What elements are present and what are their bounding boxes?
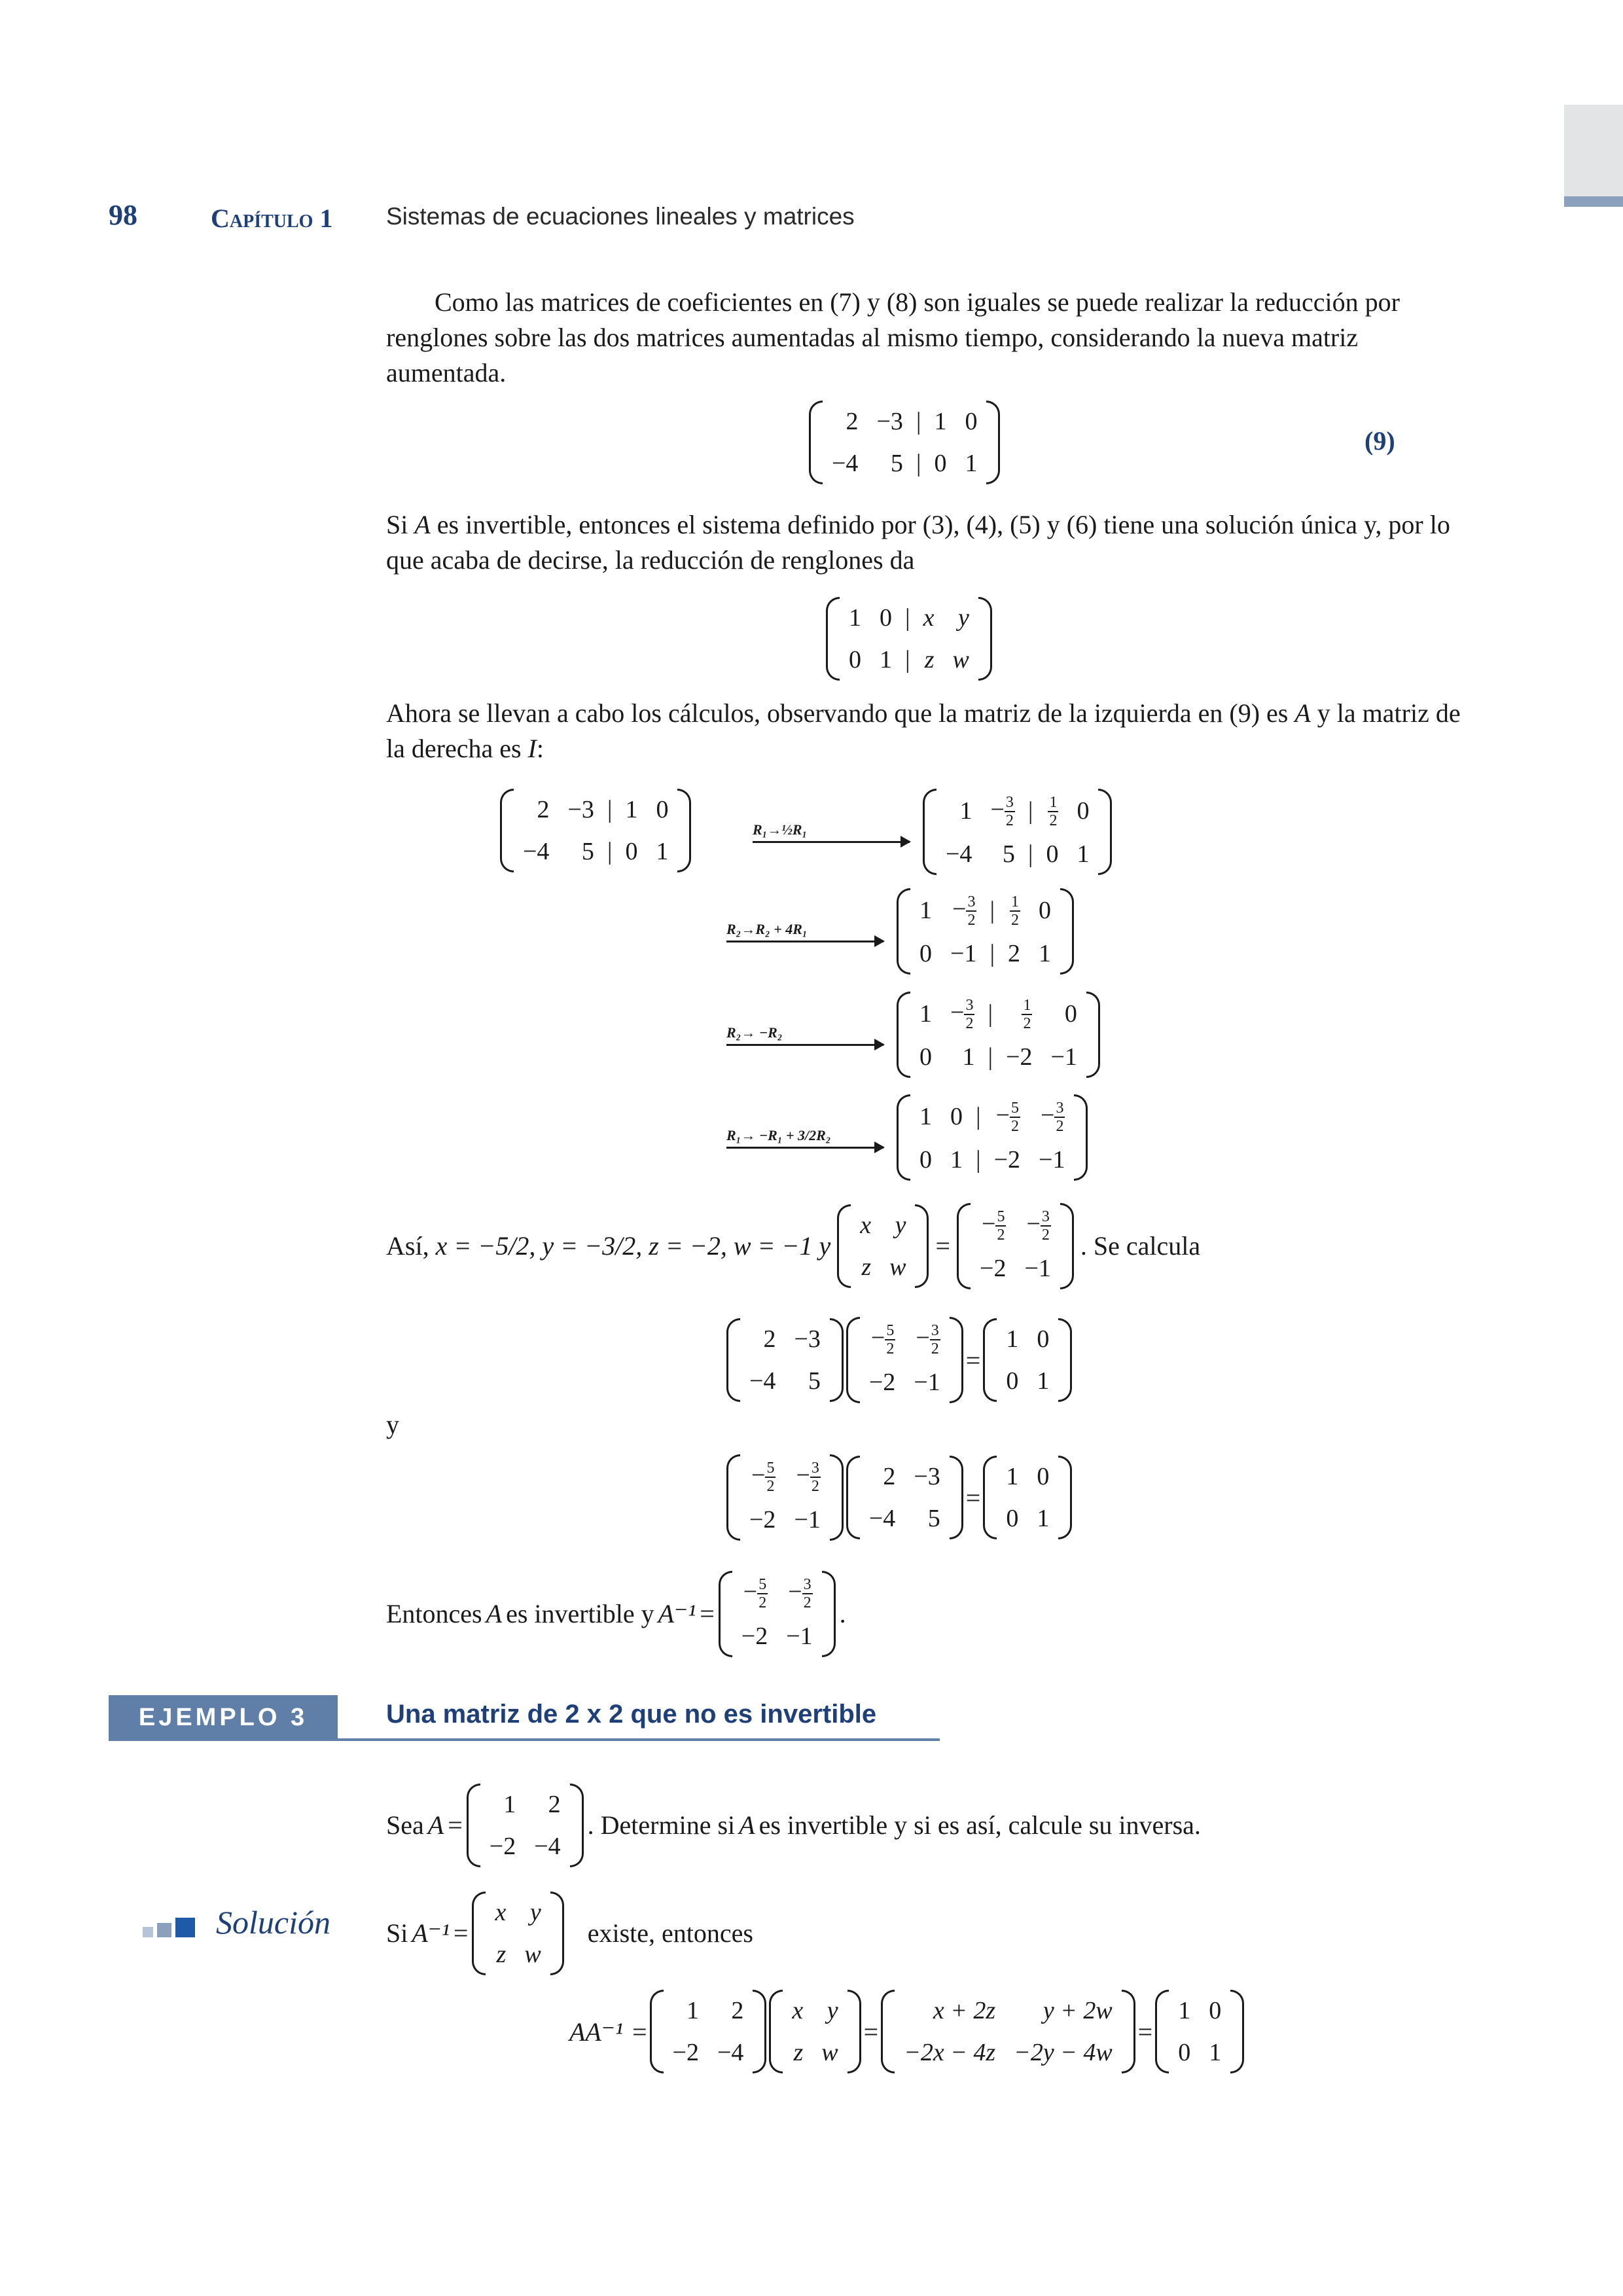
matrix-cell: −2x − 4z bbox=[904, 2039, 996, 2066]
reduction-step-1 bbox=[753, 789, 1112, 875]
matrix-cell: − $\frac{3}{2}$ bbox=[916, 1322, 939, 1358]
matrix-cell: 1 bbox=[965, 450, 978, 477]
matrix-cell: y bbox=[827, 1997, 838, 2024]
matrix-cell: −4 bbox=[717, 2039, 744, 2066]
matrix-cell: −2 bbox=[489, 1833, 516, 1860]
corner-tab bbox=[1564, 105, 1623, 196]
intro-paragraph: Como las matrices de coeficientes en (7) y (8) son iguales se puede realizar la reducción por renglones sobre las dos matrices aumentadas al mismo tiempo, considerando la nueva matriz aumentada. bbox=[386, 287, 1400, 387]
solution-xyzw-matrix bbox=[472, 1892, 563, 1975]
matrix-cell: 1 bbox=[880, 646, 892, 673]
matrix-cell: w bbox=[524, 1941, 541, 1968]
matrix-cell: −1 bbox=[1050, 1043, 1077, 1071]
reduction-step-2 bbox=[726, 888, 1074, 975]
matrix-cell: y bbox=[529, 1899, 541, 1926]
matrix-cell: x bbox=[495, 1899, 507, 1926]
matrix-cell: −3 bbox=[876, 408, 903, 435]
matrix-cell: 0 bbox=[1006, 1505, 1019, 1533]
matrix-cell: $\frac{1}{2}$ bbox=[1049, 794, 1058, 830]
matrix-cell: x bbox=[792, 1997, 804, 2024]
target-matrix bbox=[826, 597, 992, 681]
matrix-cell: 2 bbox=[763, 1325, 776, 1354]
matrix-cell: −2y − 4w bbox=[1014, 2039, 1113, 2066]
matrix-cell: 1 bbox=[625, 796, 638, 823]
matrix-cell: 0 bbox=[919, 940, 932, 968]
corner-bar bbox=[1564, 196, 1623, 207]
matrix-cell: w bbox=[952, 646, 969, 673]
matrix-cell: z bbox=[793, 2039, 804, 2066]
matrix-cell: 1 bbox=[1077, 840, 1090, 869]
matrix-cell: − $\frac{3}{2}$ bbox=[990, 794, 1014, 830]
matrix-cell: 2 bbox=[846, 408, 859, 435]
row-op-arrow-3: R₂→ −R₂ bbox=[726, 1024, 883, 1046]
matrix-cell: 1 bbox=[919, 897, 932, 925]
matrix-cell: $\frac{1}{2}$ bbox=[1023, 997, 1031, 1033]
solution-icon bbox=[143, 1918, 195, 1937]
matrix-cell: $\frac{1}{2}$ bbox=[1011, 893, 1020, 929]
matrix-cell: 0 bbox=[919, 1043, 932, 1071]
matrix-cell: − $\frac{5}{2}$ bbox=[982, 1208, 1005, 1244]
matrix-cell: 5 bbox=[808, 1367, 821, 1395]
matrix-cell: z bbox=[496, 1941, 507, 1968]
matrix-cell: z bbox=[861, 1253, 872, 1282]
matrix-cell: | bbox=[988, 1043, 993, 1071]
solution-product-matrix bbox=[881, 1990, 1135, 2073]
matrix-cell: | bbox=[988, 1000, 993, 1028]
conclusion-matrix bbox=[719, 1571, 836, 1657]
matrix-cell: 1 bbox=[934, 408, 947, 435]
matrix-cell: 5 bbox=[927, 1505, 940, 1533]
matrix-cell: 1 bbox=[959, 797, 972, 825]
matrix-cell: − $\frac{5}{2}$ bbox=[751, 1460, 775, 1496]
matrix-cell: −1 bbox=[794, 1506, 821, 1534]
chapter-label: Capítulo 1 bbox=[211, 204, 333, 233]
matrix-cell: −1 bbox=[1024, 1255, 1051, 1283]
check-Ainv-2 bbox=[726, 1454, 844, 1541]
check-I-1 bbox=[983, 1318, 1072, 1402]
matrix-cell: x bbox=[923, 604, 935, 632]
matrix-cell: 1 bbox=[686, 1997, 699, 2024]
matrix-cell: −1 bbox=[914, 1369, 940, 1397]
matrix-cell: 0 bbox=[1037, 1325, 1050, 1354]
matrix-cell: 2 bbox=[1008, 940, 1021, 968]
example-underline bbox=[109, 1738, 940, 1741]
matrix-cell: w bbox=[889, 1253, 906, 1282]
check-product-1 bbox=[726, 1317, 1072, 1403]
matrix-cell: 1 bbox=[656, 838, 669, 865]
conclusion-line: Entonces A es invertible y A⁻¹ = − $\frac{5}{2}$ − $\frac{3}{2}$ −2 −1 . bbox=[386, 1571, 846, 1657]
solution-statement: Si A⁻¹ = x y z w existe, entonces bbox=[386, 1892, 753, 1975]
matrix-cell: | bbox=[916, 408, 921, 435]
matrix-cell: y + 2w bbox=[1043, 1997, 1113, 2024]
matrix-cell: 0 bbox=[1006, 1367, 1019, 1395]
step-1-matrix bbox=[923, 789, 1112, 875]
matrix-cell: | bbox=[1027, 797, 1033, 825]
matrix-cell: −1 bbox=[786, 1623, 813, 1651]
matrix-cell: x bbox=[860, 1211, 872, 1240]
matrix-cell: | bbox=[990, 897, 995, 925]
matrix-cell: 0 bbox=[656, 796, 669, 823]
result-suffix: . Se calcula bbox=[1080, 1231, 1201, 1261]
matrix-cell: −3 bbox=[794, 1325, 821, 1354]
matrix-cell: 0 bbox=[1209, 1997, 1222, 2024]
check-I-2 bbox=[983, 1456, 1072, 1539]
calc-paragraph: Ahora se llevan a cabo los cálculos, observando que la matriz de la izquierda en (9) es A y la matriz de la derecha es I: bbox=[386, 698, 1461, 763]
matrix-cell: 1 bbox=[919, 1000, 932, 1028]
matrix-cell: 2 bbox=[883, 1463, 896, 1491]
equals-sign: = bbox=[935, 1231, 951, 1261]
matrix-cell: 0 bbox=[1037, 1463, 1050, 1491]
matrix-cell: 0 bbox=[880, 604, 892, 632]
matrix-cell: − $\frac{3}{2}$ bbox=[1041, 1100, 1064, 1136]
matrix-cell: 5 bbox=[1002, 840, 1015, 869]
matrix-cell: −1 bbox=[1039, 1146, 1065, 1174]
matrix-cell: 2 bbox=[731, 1997, 744, 2024]
matrix-cell: − $\frac{3}{2}$ bbox=[788, 1576, 812, 1612]
step-2-matrix bbox=[897, 888, 1074, 975]
matrix-cell: 1 bbox=[1037, 1505, 1050, 1533]
matrix-cell: | bbox=[607, 796, 613, 823]
matrix-cell: − $\frac{5}{2}$ bbox=[870, 1322, 895, 1358]
matrix-cell: − $\frac{3}{2}$ bbox=[950, 997, 974, 1033]
matrix-cell: 1 bbox=[962, 1043, 975, 1071]
matrix-cell: 2 bbox=[548, 1791, 561, 1818]
step-3-matrix bbox=[897, 992, 1100, 1078]
matrix-cell: 0 bbox=[919, 1146, 932, 1174]
check-A-2 bbox=[846, 1456, 963, 1539]
y-connector: y bbox=[386, 1410, 399, 1439]
matrix-cell: 2 bbox=[537, 796, 550, 823]
matrix-9 bbox=[809, 401, 1000, 484]
matrix-cell: −4 bbox=[946, 840, 972, 869]
matrix-cell: 5 bbox=[890, 450, 903, 477]
matrix-cell: −2 bbox=[741, 1623, 768, 1651]
matrix-cell: | bbox=[976, 1103, 981, 1131]
result-values: x = −5/2, y = −3/2, z = −2, w = −1 y bbox=[435, 1231, 831, 1261]
matrix-cell: 0 bbox=[965, 408, 978, 435]
matrix-cell: − $\frac{3}{2}$ bbox=[1026, 1208, 1050, 1244]
solution-label: Solución bbox=[216, 1904, 330, 1941]
example-label: EJEMPLO 3 bbox=[109, 1695, 338, 1740]
matrix-cell: y bbox=[895, 1211, 906, 1240]
matrix-cell: | bbox=[607, 838, 613, 865]
matrix-cell: 0 bbox=[1039, 897, 1052, 925]
matrix-cell: −2 bbox=[749, 1506, 776, 1534]
result-prefix: Así, bbox=[386, 1231, 429, 1261]
row-op-arrow-2: R₂→R₂ + 4R₁ bbox=[726, 921, 883, 942]
reduction-step-3 bbox=[726, 992, 1100, 1078]
matrix-cell: 1 bbox=[1037, 1367, 1050, 1395]
matrix-cell: − $\frac{3}{2}$ bbox=[796, 1460, 819, 1496]
matrix-cell: 1 bbox=[950, 1146, 963, 1174]
example-statement: Sea A = 1 2 −2 −4 . Determine si A es invertible y si es así, calcule su inversa. bbox=[386, 1784, 1201, 1867]
matrix-cell: 1 bbox=[503, 1791, 516, 1818]
example-title: Una matriz de 2 x 2 que no es invertible bbox=[386, 1700, 877, 1729]
invertible-paragraph: Si A es invertible, entonces el sistema definido por (3), (4), (5) y (6) tiene una solución única y, por lo que acaba de decirse, la reducción de renglones da bbox=[386, 510, 1450, 575]
inverse-matrix bbox=[957, 1203, 1074, 1289]
matrix-cell: −2 bbox=[993, 1146, 1021, 1174]
matrix-cell: 1 bbox=[1006, 1463, 1019, 1491]
check-equals-1: = bbox=[965, 1345, 981, 1375]
equation-number: (9) bbox=[1364, 426, 1395, 456]
matrix-cell: −4 bbox=[749, 1367, 776, 1395]
example-A-matrix bbox=[467, 1784, 584, 1867]
matrix-cell: 0 bbox=[934, 450, 947, 477]
matrix-cell: −2 bbox=[672, 2039, 699, 2066]
start-matrix bbox=[500, 789, 691, 872]
row-op-arrow-4: R₁→ −R₁ + 3/2R₂ bbox=[726, 1127, 883, 1149]
check-equals-2: = bbox=[965, 1482, 981, 1513]
solution-A-matrix bbox=[650, 1990, 767, 2073]
matrix-cell: 0 bbox=[1046, 840, 1059, 869]
matrix-cell: −2 bbox=[868, 1369, 896, 1397]
matrix-cell: −4 bbox=[534, 1833, 561, 1860]
matrix-cell: 1 bbox=[1209, 2039, 1222, 2066]
check-Ainv-1 bbox=[846, 1317, 963, 1403]
matrix-cell: | bbox=[1027, 840, 1033, 869]
matrix-cell: −4 bbox=[832, 450, 859, 477]
running-title: Sistemas de ecuaciones lineales y matrices bbox=[386, 203, 855, 230]
matrix-cell: − $\frac{5}{2}$ bbox=[743, 1576, 767, 1612]
matrix-cell: 0 bbox=[950, 1103, 963, 1131]
matrix-cell: y bbox=[957, 604, 969, 632]
check-A-1 bbox=[726, 1318, 844, 1402]
result-line bbox=[386, 1203, 1200, 1289]
step-4-matrix bbox=[897, 1094, 1088, 1181]
matrix-cell: | bbox=[905, 646, 910, 673]
matrix-cell: 0 bbox=[625, 838, 638, 865]
matrix-cell: | bbox=[905, 604, 910, 632]
matrix-cell: 0 bbox=[1178, 2039, 1191, 2066]
matrix-cell: −2 bbox=[1006, 1043, 1033, 1071]
solution-I-matrix bbox=[1155, 1990, 1244, 2073]
matrix-cell: − $\frac{3}{2}$ bbox=[952, 893, 976, 929]
matrix-cell: 1 bbox=[919, 1103, 932, 1131]
AAinv-label: AA⁻¹ bbox=[569, 2017, 623, 2047]
matrix-cell: 1 bbox=[849, 604, 861, 632]
matrix-cell: 1 bbox=[1039, 940, 1052, 968]
matrix-cell: 1 bbox=[1178, 1997, 1191, 2024]
matrix-cell: 1 bbox=[1006, 1325, 1019, 1354]
matrix-cell: −3 bbox=[567, 796, 594, 823]
matrix-cell: 5 bbox=[581, 838, 594, 865]
matrix-cell: 0 bbox=[849, 646, 861, 673]
matrix-cell: | bbox=[916, 450, 921, 477]
matrix-cell: 0 bbox=[1064, 1000, 1077, 1028]
matrix-cell: − $\frac{5}{2}$ bbox=[995, 1100, 1020, 1136]
matrix-cell: −3 bbox=[914, 1463, 940, 1491]
matrix-cell: | bbox=[976, 1146, 981, 1174]
matrix-cell: −2 bbox=[980, 1255, 1007, 1283]
matrix-cell: −4 bbox=[523, 838, 550, 865]
row-op-arrow-1: R₁→½R₁ bbox=[753, 821, 910, 843]
reduction-step-4 bbox=[726, 1094, 1088, 1181]
solution-xyzw-matrix-2 bbox=[769, 1990, 861, 2073]
solution-product: AA⁻¹ = 1 2 −2 −4 x y z w = x + 2z y + 2w −2x − 4z −2y − 4w = 1 0 0 1 bbox=[569, 1990, 1244, 2073]
matrix-cell: x + 2z bbox=[933, 1997, 996, 2024]
matrix-cell: −1 bbox=[950, 940, 977, 968]
matrix-cell: 0 bbox=[1077, 797, 1090, 825]
matrix-cell: w bbox=[821, 2039, 838, 2066]
page-number: 98 bbox=[109, 199, 137, 231]
matrix-cell: z bbox=[924, 646, 935, 673]
xyzw-matrix bbox=[837, 1204, 929, 1288]
matrix-cell: −4 bbox=[868, 1505, 896, 1533]
check-product-2 bbox=[726, 1454, 1072, 1541]
matrix-cell: | bbox=[990, 940, 995, 968]
